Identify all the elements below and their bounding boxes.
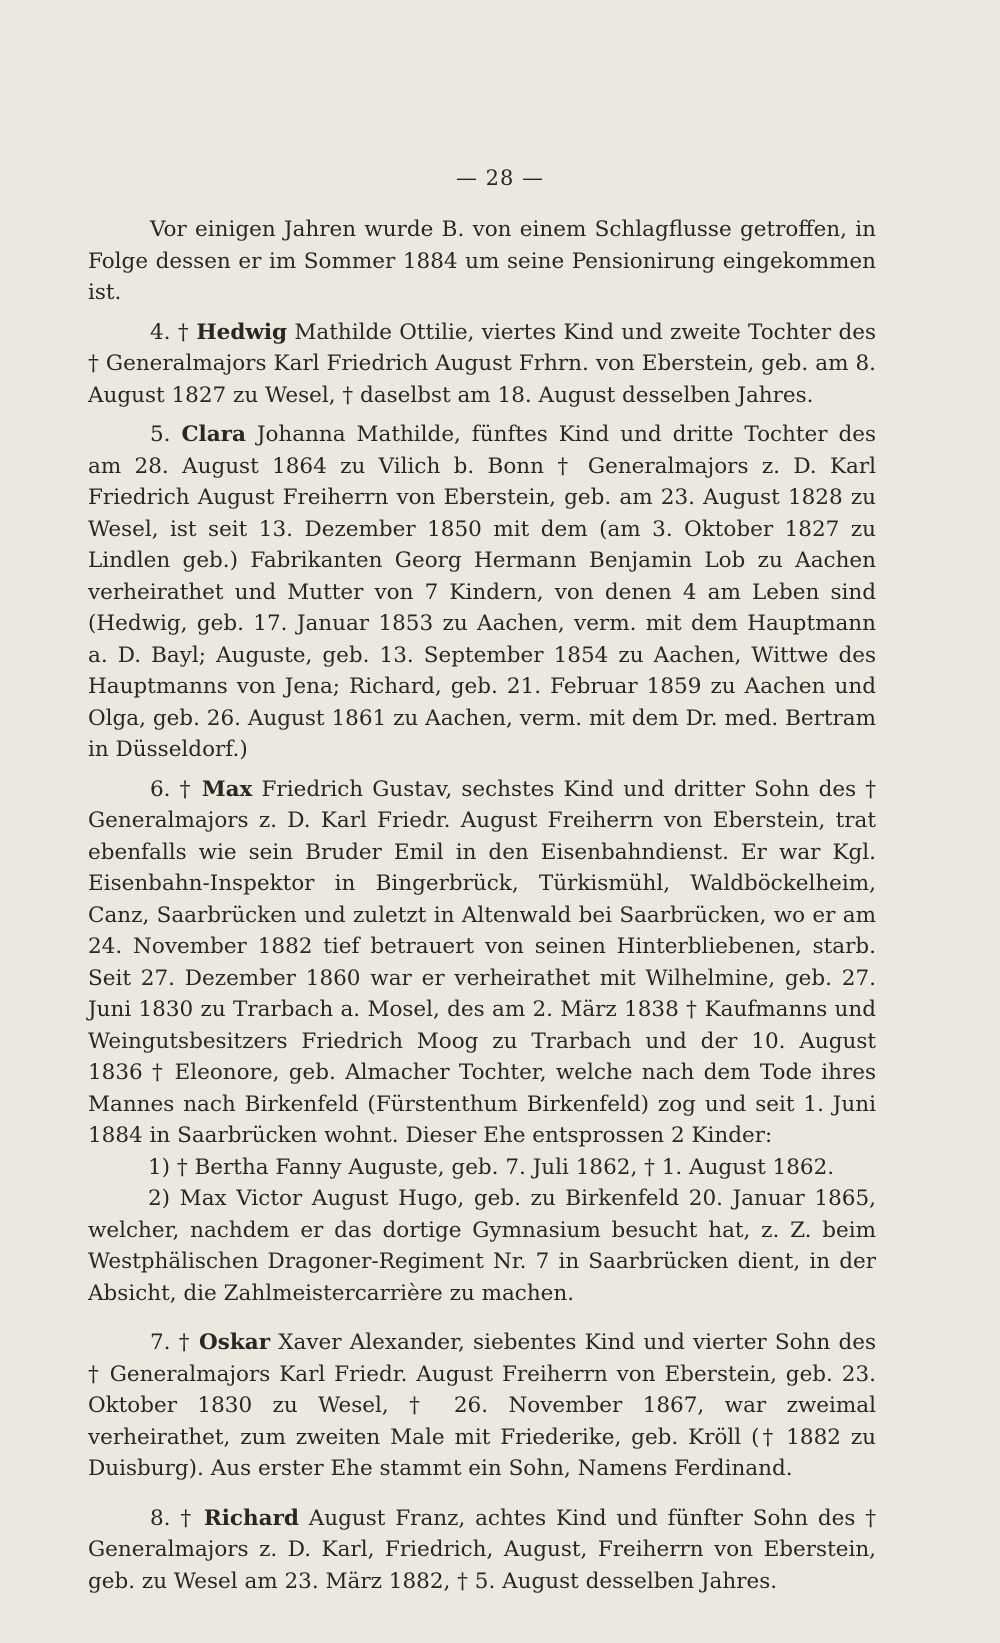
entry-name: Richard xyxy=(203,1505,299,1531)
child-entry-2: 2) Max Victor August Hugo, geb. zu Birkenfeld 20. Januar 1865, welcher, nachdem er das dortige Gymnasium besucht hat, z. Z. beim Westphälischen Dragoner-Regiment Nr. 7 in Saarbrücken dient, in der Absicht, die Zahlmeistercarrière zu machen. xyxy=(88,1186,876,1306)
entry-name: Clara xyxy=(181,422,246,447)
page-number: — 28 — xyxy=(455,166,545,190)
entry-number: 7. † xyxy=(150,1330,200,1355)
entry-number: 5. xyxy=(150,422,182,447)
paragraph-intro: Vor einigen Jahren wurde B. von einem Schlagflusse getroffen, in Folge dessen er im Sommer 1884 um seine Pensionirung eingekommen ist. xyxy=(88,217,876,305)
entry-number: 4. † xyxy=(150,319,197,345)
entry-oskar xyxy=(88,1327,876,1485)
entry-text: Friedrich Gustav, sechstes Kind und dritter Sohn des † Generalmajors z. D. Karl Friedr. August Freiherrn von Eberstein, trat ebenfalls wie sein Bruder Emil in den Eisenbahndienst. Er war Kgl. Eisenbahn-Inspektor in Bingerbrück, Türkismühl, Waldböckelheim, Canz, Saarbrücken und zuletzt in Altenwald bei Saarbrücken, wo er am 24. November 1882 tief betrauert von seinen Hinterbliebenen, starb. Seit 27. Dezember 1860 war er verheirathet mit Wilhelmine, geb. 27. Juni 1830 zu Trarbach a. Mosel, des am 2. März 1838 † Kaufmanns und Weingutsbesitzers Friedrich Moog zu Trarbach und der 10. August 1836 † Eleonore, geb. Almacher Tochter, welche nach dem Tode ihres Mannes nach Birkenfeld (Fürstenthum Birkenfeld) zog und seit 1. Juni 1884 in Saarbrücken wohnt. Dieser Ehe entsprossen 2 Kinder: xyxy=(88,776,877,1148)
entry-text: Mathilde Ottilie, viertes Kind und zweite Tochter des † Generalmajors Karl Friedrich August Frhrn. von Eberstein, geb. am 8. August 1827 zu Wesel, † daselbst am 18. August desselben Jahres. xyxy=(88,319,877,408)
entry-max xyxy=(88,774,876,1152)
entry-text: Johanna Mathilde, fünftes Kind und dritte Tochter des am 28. August 1864 zu Vilich b. Bonn † Generalmajors z. D. Karl Friedrich August Freiherrn von Eberstein, geb. am 23. August 1828 zu Wesel, ist seit 13. Dezember 1850 mit dem (am 3. Oktober 1827 zu Lindlen geb.) Fabrikanten Georg Hermann Benjamin Lob zu Aachen verheirathet und Mutter von 7 Kindern, von denen 4 am Leben sind (Hedwig, geb. 17. Januar 1853 zu Aachen, verm. mit dem Hauptmann a. D. Bayl; Auguste, geb. 13. September 1854 zu Aachen, Wittwe des Hauptmanns von Jena; Richard, geb. 21. Februar 1859 zu Aachen und Olga, geb. 26. August 1861 zu Aachen, verm. mit dem Dr. med. Bertram in Düsseldorf.) xyxy=(88,422,876,762)
entry-text: August Franz, achtes Kind und fünfter Sohn des † Generalmajors z. D. Karl, Friedrich, August, Freiherrn von Eberstein, geb. zu Wesel am 23. März 1882, † 5. August desselben Jahres. xyxy=(88,1505,876,1594)
entry-text: Xaver Alexander, siebentes Kind und vierter Sohn des † Generalmajors Karl Friedr. August Freiherrn von Eberstein, geb. 23. Oktober 1830 zu Wesel, † 26. November 1867, war zweimal verheirathet, zum zweiten Male mit Friederike, geb. Kröll († 1882 zu Duisburg). Aus erster Ehe stammt ein Sohn, Namens Ferdinand. xyxy=(88,1330,876,1481)
body-text xyxy=(88,214,876,1597)
entry-name: Hedwig xyxy=(196,319,288,345)
entry-number: 8. † xyxy=(150,1505,204,1531)
entry-richard xyxy=(88,1503,876,1598)
entry-clara xyxy=(88,419,876,766)
child-entry-1: 1) † Bertha Fanny Auguste, geb. 7. Juli 1862, † 1. August 1862. xyxy=(148,1154,835,1180)
entry-hedwig xyxy=(88,317,876,412)
entry-name: Max xyxy=(201,776,253,802)
entry-name: Oskar xyxy=(199,1330,271,1355)
entry-number: 6. † xyxy=(150,776,202,802)
